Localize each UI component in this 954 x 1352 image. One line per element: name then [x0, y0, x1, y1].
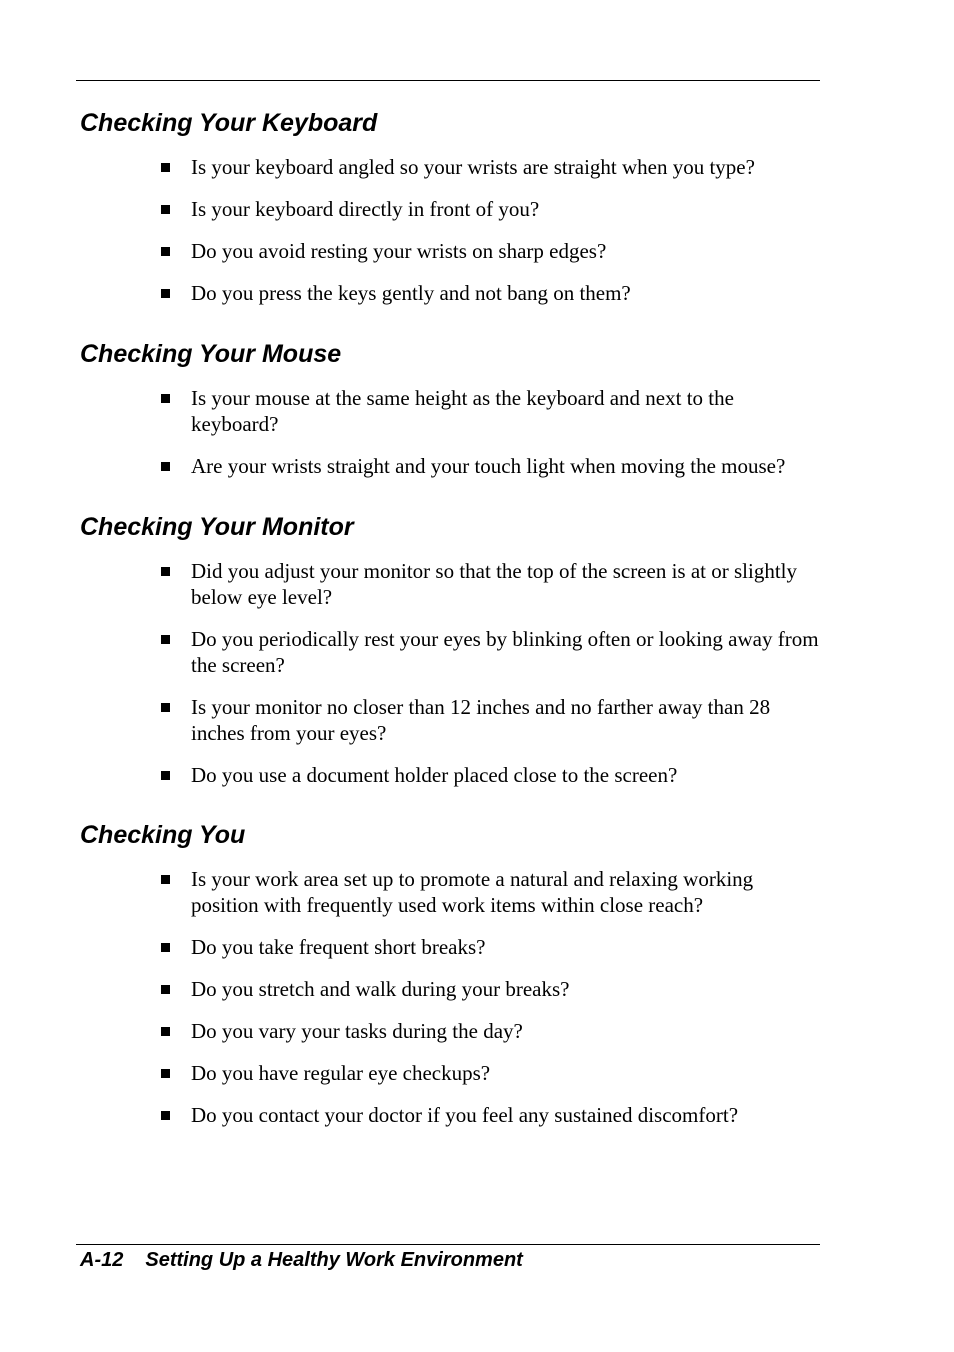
- section-title: Checking Your Monitor: [80, 513, 354, 541]
- list-item-text: Do you use a document holder placed close to the screen?: [191, 763, 678, 787]
- square-bullet-icon: [161, 163, 170, 172]
- list-item: [0, 154, 954, 180]
- list-item-text: Do you press the keys gently and not bang on them?: [191, 281, 631, 305]
- list-item: [0, 453, 954, 479]
- list-item-text: Is your monitor no closer than 12 inches and no farther away than 28 inches from your eyes?: [191, 695, 771, 745]
- square-bullet-icon: [161, 875, 170, 884]
- list-item-text: Do you have regular eye checkups?: [191, 1061, 491, 1085]
- square-bullet-icon: [161, 567, 170, 576]
- list-item-text: Are your wrists straight and your touch light when moving the mouse?: [191, 454, 786, 478]
- list-item: [0, 1102, 954, 1128]
- list-item-text: Is your mouse at the same height as the keyboard and next to the keyboard?: [191, 386, 734, 436]
- square-bullet-icon: [161, 635, 170, 644]
- checklist: [0, 866, 954, 1128]
- list-item: [0, 238, 954, 264]
- section-title: Checking Your Keyboard: [80, 109, 378, 137]
- list-item: [0, 762, 954, 788]
- section-title: Checking You: [80, 821, 246, 849]
- square-bullet-icon: [161, 943, 170, 952]
- square-bullet-icon: [161, 1111, 170, 1120]
- checklist: [0, 558, 954, 788]
- list-item: [0, 626, 954, 678]
- footer-rule: [76, 1244, 820, 1245]
- list-item: [0, 1018, 954, 1044]
- header-rule: [76, 80, 820, 81]
- list-item: [0, 385, 954, 437]
- square-bullet-icon: [161, 394, 170, 403]
- list-item-text: Do you contact your doctor if you feel any sustained discomfort?: [191, 1103, 739, 1127]
- list-item-text: Is your keyboard directly in front of you?: [191, 197, 540, 221]
- list-item: [0, 280, 954, 306]
- checklist: [0, 154, 954, 306]
- square-bullet-icon: [161, 985, 170, 994]
- list-item: [0, 866, 954, 918]
- section-title: Checking Your Mouse: [80, 340, 342, 368]
- list-item: [0, 1060, 954, 1086]
- square-bullet-icon: [161, 1069, 170, 1078]
- list-item-text: Do you avoid resting your wrists on sharp edges?: [191, 239, 607, 263]
- square-bullet-icon: [161, 1027, 170, 1036]
- square-bullet-icon: [161, 771, 170, 780]
- list-item: [0, 976, 954, 1002]
- list-item-text: Do you vary your tasks during the day?: [191, 1019, 523, 1043]
- checklist: [0, 385, 954, 479]
- square-bullet-icon: [161, 289, 170, 298]
- chapter-title: Setting Up a Healthy Work Environment: [145, 1249, 523, 1271]
- list-item-text: Did you adjust your monitor so that the top of the screen is at or slightly below eye level?: [191, 559, 797, 609]
- page-number: A-12: [80, 1249, 124, 1271]
- square-bullet-icon: [161, 247, 170, 256]
- square-bullet-icon: [161, 703, 170, 712]
- list-item-text: Is your keyboard angled so your wrists are straight when you type?: [191, 155, 755, 179]
- square-bullet-icon: [161, 462, 170, 471]
- list-item-text: Do you periodically rest your eyes by blinking often or looking away from the screen?: [191, 627, 819, 677]
- list-item: [0, 558, 954, 610]
- list-item: [0, 196, 954, 222]
- page-footer: [80, 1246, 523, 1274]
- list-item-text: Do you stretch and walk during your breaks?: [191, 977, 570, 1001]
- list-item: [0, 934, 954, 960]
- list-item-text: Do you take frequent short breaks?: [191, 935, 486, 959]
- list-item: [0, 694, 954, 746]
- square-bullet-icon: [161, 205, 170, 214]
- list-item-text: Is your work area set up to promote a natural and relaxing working position with frequently used work items within close reach?: [191, 867, 754, 917]
